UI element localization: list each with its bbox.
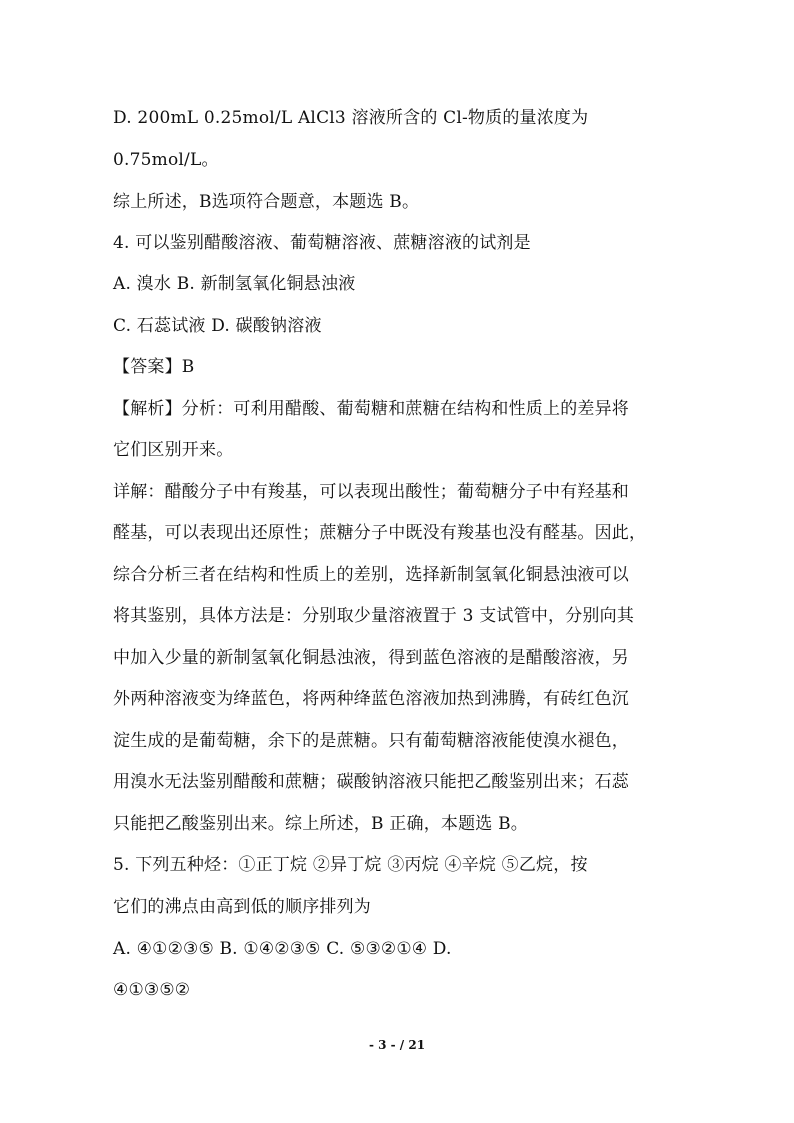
text-line: 外两种溶液变为绛蓝色，将两种绛蓝色溶液加热到沸腾，有砖红色沉	[113, 689, 629, 709]
page-number: - 3 - / 21	[368, 1038, 426, 1052]
text-line: 综合分析三者在结构和性质上的差别，选择新制氢氧化铜悬浊液可以	[113, 565, 629, 585]
text-line: 综上所述，B选项符合题意，本题选 B。	[113, 192, 420, 212]
text-line: 淀生成的是葡萄糖，余下的是蔗糖。只有葡萄糖溶液能使溴水褪色，	[113, 731, 629, 751]
explanation-line: 详解：醋酸分子中有羧基，可以表现出酸性；葡萄糖分子中有羟基和	[113, 482, 629, 502]
analysis-line: 【解析】分析：可利用醋酸、葡萄糖和蔗糖在结构和性质上的差异将	[113, 399, 629, 419]
answer-line: 【答案】B	[113, 357, 195, 377]
text-line: 它们区别开来。	[113, 440, 234, 460]
question-4-stem: 4. 可以鉴别醋酸溶液、葡萄糖溶液、蔗糖溶液的试剂是	[113, 233, 531, 253]
text-line: 用溴水无法鉴别醋酸和蔗糖；碳酸钠溶液只能把乙酸鉴别出来；石蕊	[113, 772, 629, 792]
question-5-stem: 5. 下列五种烃：①正丁烷 ②异丁烷 ③丙烷 ④辛烷 ⑤乙烷，按	[113, 855, 588, 875]
text-line: D. 200mL 0.25mol/L AlCl3 溶液所含的 Cl-物质的量浓度为	[113, 108, 589, 128]
text-line: 将其鉴别，具体方法是：分别取少量溶液置于 3 支试管中，分别向其	[113, 606, 635, 626]
text-line: 只能把乙酸鉴别出来。综上所述，B 正确，本题选 B。	[113, 814, 528, 834]
question-4-options-ab: A. 溴水 B. 新制氢氧化铜悬浊液	[113, 274, 356, 294]
text-line: 中加入少量的新制氢氧化铜悬浊液，得到蓝色溶液的是醋酸溶液，另	[113, 648, 629, 668]
text-line: 0.75mol/L。	[113, 150, 219, 170]
question-5-options: A. ④①②③⑤ B. ①④②③⑤ C. ⑤③②①④ D.	[113, 939, 452, 959]
text-line: 醛基，可以表现出还原性；蔗糖分子中既没有羧基也没有醛基。因此，	[113, 523, 647, 543]
text-line: 它们的沸点由高到低的顺序排列为	[113, 897, 371, 917]
question-4-options-cd: C. 石蕊试液 D. 碳酸钠溶液	[113, 316, 322, 336]
text-line: ④①③⑤②	[113, 980, 191, 1000]
